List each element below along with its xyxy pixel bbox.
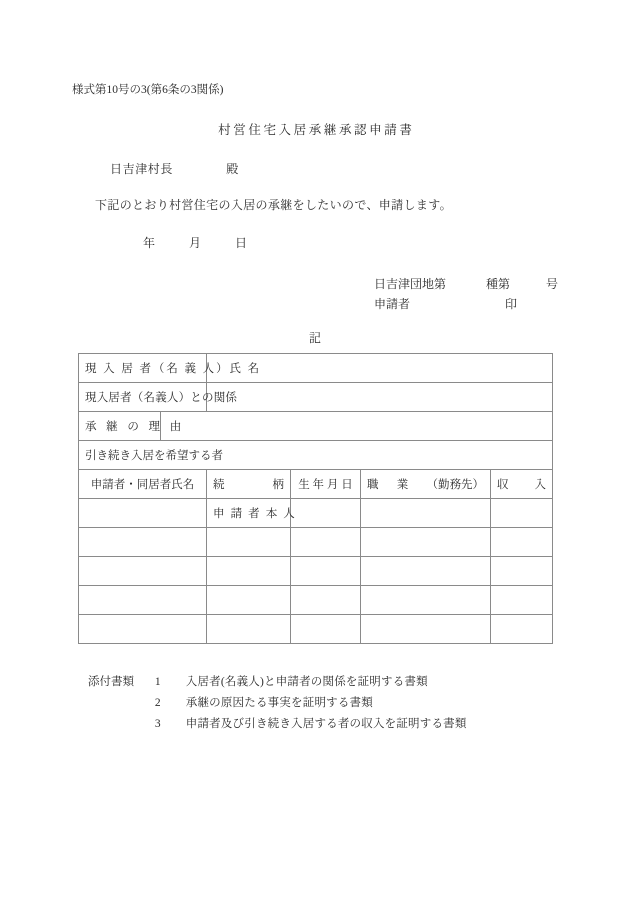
cell-birthdate[interactable] (291, 586, 361, 615)
cell-name[interactable] (79, 499, 207, 528)
column-header-name: 申請者・同居者氏名 (79, 470, 207, 499)
value-reason[interactable] (161, 412, 553, 441)
attachment-number: 3 (154, 718, 161, 730)
date-line (143, 234, 247, 251)
cell-income[interactable] (491, 528, 553, 557)
column-header-income (491, 470, 553, 499)
cell-name[interactable] (79, 528, 207, 557)
table-row (79, 499, 553, 528)
cell-name[interactable] (79, 615, 207, 644)
cell-occupation[interactable] (361, 586, 491, 615)
table-row (79, 586, 553, 615)
table-row-section-continue (79, 441, 553, 470)
cell-occupation[interactable] (361, 615, 491, 644)
attachment-item (88, 693, 467, 714)
label-current-resident-name-text: 現 入 居 者（名 義 人）氏 名 (85, 363, 262, 375)
form-number: 様式第10号の3(第6条の3関係) (72, 84, 224, 96)
cell-birthdate[interactable] (291, 615, 361, 644)
cell-relation[interactable] (207, 586, 291, 615)
value-relationship[interactable] (207, 383, 553, 412)
date-year-label: 年 (143, 236, 156, 250)
cell-income[interactable] (491, 557, 553, 586)
cell-name[interactable] (79, 586, 207, 615)
cell-income[interactable] (491, 586, 553, 615)
column-header-occupation-mid: 業 (396, 479, 409, 491)
cell-relation[interactable] (207, 499, 297, 528)
label-relationship (79, 383, 238, 412)
column-header-birthdate: 生 年 月 日 (291, 470, 361, 499)
cell-occupation[interactable] (361, 528, 491, 557)
column-header-occupation-left: 職 (367, 479, 379, 491)
cell-birthdate[interactable] (291, 557, 361, 586)
attachments-list (88, 672, 467, 735)
date-month-label: 月 (189, 236, 202, 250)
attachment-item (88, 714, 467, 735)
cell-relation[interactable] (207, 557, 291, 586)
danchi-number-label: 号 (546, 277, 559, 291)
table-header-row (79, 470, 553, 499)
section-header-continue-residents: 引き続き入居を希望する者 (79, 441, 553, 470)
table-row-reason (79, 412, 553, 441)
applicant-name-line (374, 294, 558, 314)
ki-marker: 記 (308, 331, 321, 345)
seal-label: 印 (505, 297, 518, 311)
attachment-text: 入居者(名義人)と申請者の関係を証明する書類 (185, 676, 428, 688)
cell-income[interactable] (491, 499, 553, 528)
body-statement: 下記のとおり村営住宅の入居の承継をしたいので、申請します。 (95, 198, 452, 212)
table-row (79, 528, 553, 557)
cell-relation[interactable] (207, 615, 291, 644)
column-header-relation-left: 続 (213, 479, 225, 491)
column-header-income-left: 収 (497, 479, 509, 491)
page-title: 村営住宅入居承継承認申請書 (218, 123, 415, 137)
cell-occupation[interactable] (361, 557, 491, 586)
cell-birthdate[interactable] (291, 499, 361, 528)
applicant-label: 申請者 (374, 297, 411, 311)
table-row (79, 557, 553, 586)
cell-occupation[interactable] (361, 499, 491, 528)
column-header-income-right: 入 (534, 479, 546, 491)
cell-name[interactable] (79, 557, 207, 586)
table-row-relationship (79, 383, 553, 412)
danchi-line (374, 274, 558, 294)
attachment-item (88, 672, 467, 693)
cell-birthdate[interactable] (291, 528, 361, 557)
column-header-occupation-right: （勤務先） (426, 479, 484, 491)
danchi-type-label: 種第 (486, 277, 511, 291)
label-current-resident-name (79, 354, 262, 383)
column-header-relation (207, 470, 291, 499)
attachment-text: 申請者及び引き続き入居する者の収入を証明する書類 (185, 718, 467, 730)
column-header-occupation (361, 470, 491, 499)
attachments-title: 添付書類 (88, 676, 134, 688)
addressee-line (110, 160, 239, 177)
cell-relation[interactable] (207, 528, 291, 557)
table-row-current-resident-name (79, 354, 553, 383)
date-day-label: 日 (235, 236, 248, 250)
label-reason (79, 412, 185, 441)
column-header-relation-right: 柄 (272, 479, 284, 491)
addressee-honorific: 殿 (226, 162, 239, 176)
cell-income[interactable] (491, 615, 553, 644)
cell-relation-text: 申 請 者 本 人 (213, 508, 297, 520)
attachment-number: 2 (154, 697, 161, 709)
label-reason-text: 承 継 の 理 由 (85, 421, 185, 433)
application-form-table (78, 353, 553, 644)
applicant-block (374, 274, 558, 314)
attachment-number: 1 (154, 676, 161, 688)
label-relationship-text: 現入居者（名義人）との関係 (85, 392, 238, 404)
addressee-office: 日吉津村長 (110, 162, 174, 176)
danchi-prefix: 日吉津団地第 (374, 277, 447, 291)
table-row (79, 615, 553, 644)
attachment-text: 承継の原因たる事実を証明する書類 (185, 697, 373, 709)
